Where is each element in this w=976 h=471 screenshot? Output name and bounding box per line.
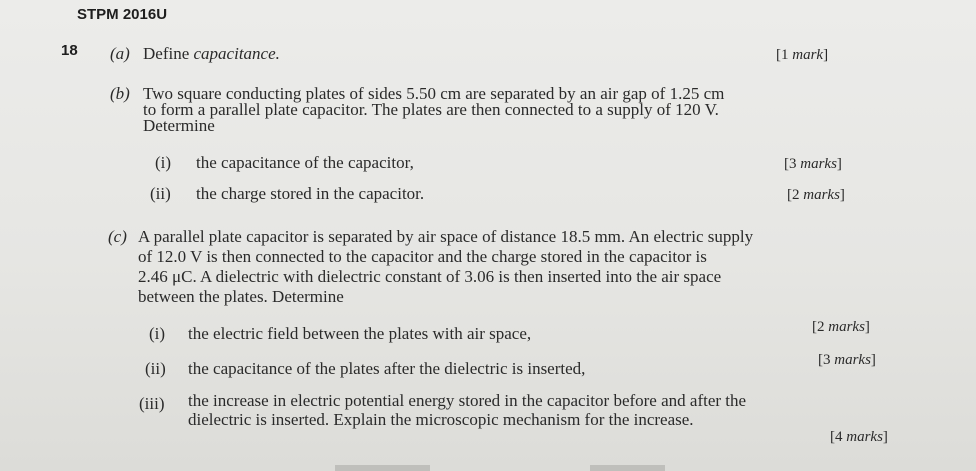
marks-close: ] <box>882 429 888 445</box>
part-a-marks <box>776 47 828 64</box>
marks-open: [2 <box>812 319 829 335</box>
part-c-iii-line-2: dielectric is inserted. Explain the microscopic mechanism for the increase. <box>188 410 694 429</box>
part-c-i-text: the electric field between the plates with air space, <box>188 324 532 343</box>
part-c-line-3: 2.46 μC. A dielectric with dielectric constant of 3.06 is then inserted into the air space <box>138 267 722 286</box>
marks-close: ] <box>823 47 829 63</box>
marks-close: ] <box>836 156 842 172</box>
part-c-label: (c) <box>108 227 127 246</box>
marks-close: ] <box>839 187 845 203</box>
part-c-ii-text: the capacitance of the plates after the dielectric is inserted, <box>188 359 586 378</box>
part-b-i-marks <box>784 156 842 173</box>
marks-word: marks <box>846 429 883 445</box>
cut-off-text-fragment <box>590 465 665 471</box>
marks-word: marks <box>800 156 837 172</box>
marks-open: [4 <box>830 429 847 445</box>
marks-open: [3 <box>784 156 801 172</box>
marks-word: marks <box>828 319 865 335</box>
part-b-line-1: Two square conducting plates of sides 5.50 cm are separated by an air gap of 1.25 cm <box>143 84 725 103</box>
part-a-text-plain: Define <box>143 44 194 63</box>
part-c-line-4: between the plates. Determine <box>138 287 344 306</box>
marks-open: [1 <box>776 47 793 63</box>
part-b-ii-num: (ii) <box>150 184 171 203</box>
part-c-i-num: (i) <box>149 324 166 343</box>
part-b-ii-text: the charge stored in the capacitor. <box>196 184 425 203</box>
part-b-i-num: (i) <box>155 153 172 172</box>
marks-open: [3 <box>818 352 835 368</box>
part-a-text-italic: capacitance. <box>193 44 280 63</box>
marks-word: marks <box>834 352 871 368</box>
part-b-line-2: to form a parallel plate capacitor. The plates are then connected to a supply of 120 V. <box>143 100 719 119</box>
part-b-label: (b) <box>110 84 130 103</box>
part-c-ii-marks <box>818 352 876 369</box>
part-c-iii-num: (iii) <box>139 394 165 413</box>
marks-word: marks <box>803 187 840 203</box>
marks-open: [2 <box>787 187 804 203</box>
part-c-line-1: A parallel plate capacitor is separated by air space of distance 18.5 mm. An electric supply <box>138 227 754 246</box>
part-b-line-3: Determine <box>143 116 215 135</box>
part-c-iii-marks <box>830 429 888 446</box>
marks-close: ] <box>864 319 870 335</box>
marks-close: ] <box>870 352 876 368</box>
part-a-label: (a) <box>110 44 130 63</box>
exam-header: STPM 2016U <box>77 6 168 23</box>
part-c-line-2: of 12.0 V is then connected to the capacitor and the charge stored in the capacitor is <box>138 247 707 266</box>
cut-off-text-fragment <box>335 465 430 471</box>
part-c-i-marks <box>812 319 870 336</box>
part-c-iii-line-1: the increase in electric potential energy stored in the capacitor before and after the <box>188 391 747 410</box>
part-b-ii-marks <box>787 187 845 204</box>
part-c-ii-num: (ii) <box>145 359 166 378</box>
part-b-i-text: the capacitance of the capacitor, <box>196 153 414 172</box>
marks-word: mark <box>792 47 824 63</box>
part-a-text <box>143 46 280 62</box>
question-number: 18 <box>61 42 78 59</box>
